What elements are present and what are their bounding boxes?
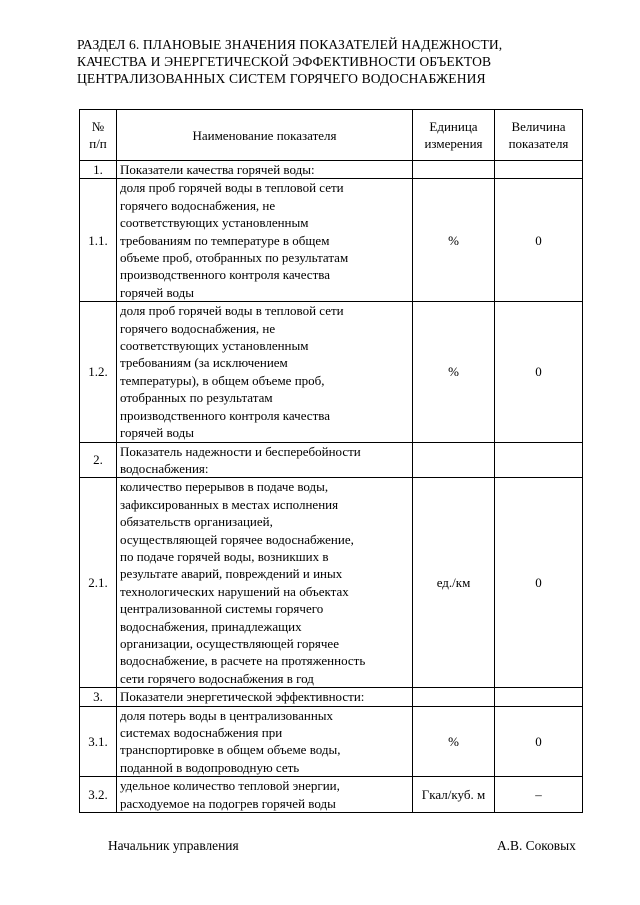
indicator-name-line: требованиям по температуре в общем [120,232,330,248]
indicator-name-line: требованиям (за исключением [120,355,288,371]
table-row [80,179,583,302]
header-num-line: № [91,119,105,134]
header-num-line: п/п [89,136,107,151]
indicator-name-line: горячей воды [120,425,195,441]
indicator-name-line: по подаче горячей воды, возникших в [120,548,329,564]
indicator-name-line: доля проб горячей воды в тепловой сети [120,303,344,319]
table-row [80,706,583,777]
table-row [80,688,583,706]
indicator-value [495,161,583,179]
indicator-value: 0 [495,478,583,688]
indicator-name-line: водоснабжение, в расчете на протяженность [120,653,366,669]
row-number: 1.2. [80,302,117,442]
indicator-name-line: производственного контроля качества [120,267,330,283]
indicator-name-line: системах водоснабжения при [120,725,283,740]
indicator-value: 0 [495,179,583,302]
header-value-line: показателя [508,136,569,151]
row-number: 3.2. [80,777,117,813]
indicator-name-line: отобранных по результатам [120,390,273,406]
indicator-name-line: соответствующих установленным [120,215,309,231]
indicator-name [117,302,413,442]
heading-line: РАЗДЕЛ 6. ПЛАНОВЫЕ ЗНАЧЕНИЯ ПОКАЗАТЕЛЕЙ НАДЕЖНОСТИ, [77,37,503,52]
indicator-name-line: организации, осуществляющей горячее [120,635,339,651]
row-number: 3.1. [80,706,117,777]
indicator-name-line: технологических нарушений на объектах [120,583,349,599]
unit-of-measure: % [413,179,495,302]
heading-line: ЦЕНТРАЛИЗОВАННЫХ СИСТЕМ ГОРЯЧЕГО ВОДОСНАБЖЕНИЯ [77,71,486,86]
indicator-name-line: централизованной системы горячего [120,601,324,617]
indicator-value: 0 [495,302,583,442]
indicator-name-line: водоснабжения: [120,460,209,476]
indicator-value [495,688,583,706]
indicator-name-line: Показатели энергетической эффективности: [120,689,365,705]
unit-of-measure: ед./км [413,478,495,688]
indicator-name-line: обязательств организацией, [120,514,273,530]
indicator-name-line: горячего водоснабжения, не [120,197,276,213]
indicator-value [495,442,583,478]
table-header-row [80,110,583,161]
header-value-line: Величина [511,119,566,134]
indicator-name-line: температуры), в общем объеме проб, [120,372,325,388]
table-body [80,161,583,813]
signature-position: Начальник управления [108,838,239,853]
indicator-name [117,179,413,302]
indicator-name [117,161,413,179]
indicator-name-line: зафиксированных в местах исполнения [120,496,339,512]
indicator-name [117,478,413,688]
indicator-name-line: доля потерь воды в централизованных [120,707,334,723]
unit-of-measure [413,161,495,179]
header-num [80,110,117,161]
indicator-name-line: производственного контроля качества [120,407,330,423]
heading-line: КАЧЕСТВА И ЭНЕРГЕТИЧЕСКОЙ ЭФФЕКТИВНОСТИ ОБЪЕКТОВ [77,54,492,69]
indicator-name-line: транспортировке в общем объеме воды, [120,742,341,758]
header-name: Наименование показателя [117,110,413,161]
indicator-name [117,688,413,706]
indicator-name-line: горячей воды [120,284,195,300]
indicator-name [117,706,413,777]
row-number: 2.1. [80,478,117,688]
unit-of-measure [413,442,495,478]
row-number: 1. [80,161,117,179]
indicator-value: 0 [495,706,583,777]
indicator-name-line: доля проб горячей воды в тепловой сети [120,180,344,196]
header-unit-line: Единица [429,119,478,134]
header-value [495,110,583,161]
indicator-name-line: количество перерывов в подаче воды, [120,479,329,495]
indicators-table [79,109,583,813]
indicator-name-line: поданной в водопроводную сеть [120,759,300,775]
table-row [80,442,583,478]
indicator-name-line: Показатели качества горячей воды: [120,162,315,177]
indicator-name-line: объеме проб, отобранных по результатам [120,250,349,266]
indicator-name-line: удельное количество тепловой энергии, [120,778,340,794]
table-row [80,777,583,813]
row-number: 3. [80,688,117,706]
unit-of-measure: Гкал/куб. м [413,777,495,813]
indicator-name-line: Показатель надежности и бесперебойности [120,443,361,459]
unit-of-measure: % [413,706,495,777]
unit-of-measure [413,688,495,706]
indicator-value: – [495,777,583,813]
row-number: 1.1. [80,179,117,302]
header-unit-line: измерения [424,136,483,151]
indicator-name-line: соответствующих установленным [120,338,309,354]
header-unit [413,110,495,161]
indicator-name-line: сети горячего водоснабжения в год [120,670,314,686]
indicator-name-line: результате аварий, повреждений и иных [120,566,343,582]
indicator-name-line: осуществляющей горячее водоснабжение, [120,531,354,547]
signatory-name: А.В. Соковых [497,838,576,853]
indicator-name-line: горячего водоснабжения, не [120,320,276,336]
table-row [80,302,583,442]
indicator-name-line: водоснабжения, принадлежащих [120,618,302,634]
indicator-name [117,777,413,813]
indicator-name-line: расходуемое на подогрев горячей воды [120,795,336,811]
indicator-name [117,442,413,478]
table-row [80,478,583,688]
unit-of-measure: % [413,302,495,442]
row-number: 2. [80,442,117,478]
table-row [80,161,583,179]
section-heading [77,36,577,87]
